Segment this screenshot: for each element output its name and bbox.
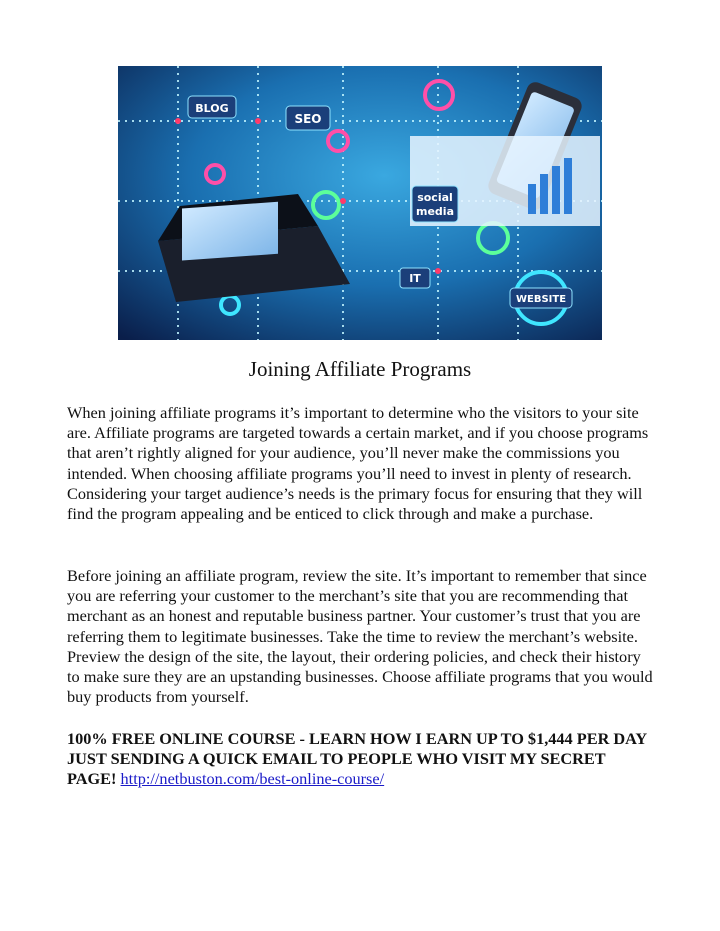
tag-seo bbox=[286, 106, 330, 130]
hero-image bbox=[118, 66, 602, 340]
svg-text:WEBSITE: WEBSITE bbox=[515, 294, 567, 305]
tag-social-media bbox=[412, 186, 458, 222]
paragraph-2: Before joining an affiliate program, review the site. It’s important to remember that since you are referring your customer to the merchant’s site that you are recommending that merchant as an honest and reputable business partner. Your customer’s trust that you are referring them to legitimate businesses. Take the time to review the merchant’s website. Preview the design of the site, the layout, their ordering policies, and check their history to make sure they are an upstanding businesses. Choose affiliate programs that you would buy products from yourself. bbox=[67, 566, 653, 707]
paragraph-1: When joining affiliate programs it’s important to determine who the visitors to your site are. Affiliate programs are targeted towards a certain market, and if you choose programs that aren’t rightly aligned for your audience, you’ll never make the commissions you intended. When choosing affiliate programs you’ll need to invest in plenty of research. Considering your target audience’s needs is the primary focus for ensuring that they will find the program appealing and be enticed to click through and make a purchase. bbox=[67, 403, 649, 524]
promo-paragraph bbox=[67, 729, 657, 790]
svg-text:BLOG: BLOG bbox=[195, 102, 229, 115]
svg-text:SEO: SEO bbox=[294, 112, 322, 126]
svg-text:media: media bbox=[416, 205, 454, 218]
tag-it bbox=[400, 268, 430, 288]
svg-text:IT: IT bbox=[409, 272, 421, 285]
promo-text: 100% FREE ONLINE COURSE - LEARN HOW I EARN UP TO $1,444 PER DAY JUST SENDING A QUICK EMAIL TO PEOPLE WHO VISIT MY SECRET PAGE! bbox=[67, 729, 647, 789]
tag-blog bbox=[188, 96, 236, 118]
promo-link[interactable]: http://netbuston.com/best-online-course/ bbox=[120, 769, 385, 789]
tag-website bbox=[510, 288, 572, 308]
svg-text:social: social bbox=[417, 191, 453, 204]
article-title: Joining Affiliate Programs bbox=[248, 357, 472, 381]
